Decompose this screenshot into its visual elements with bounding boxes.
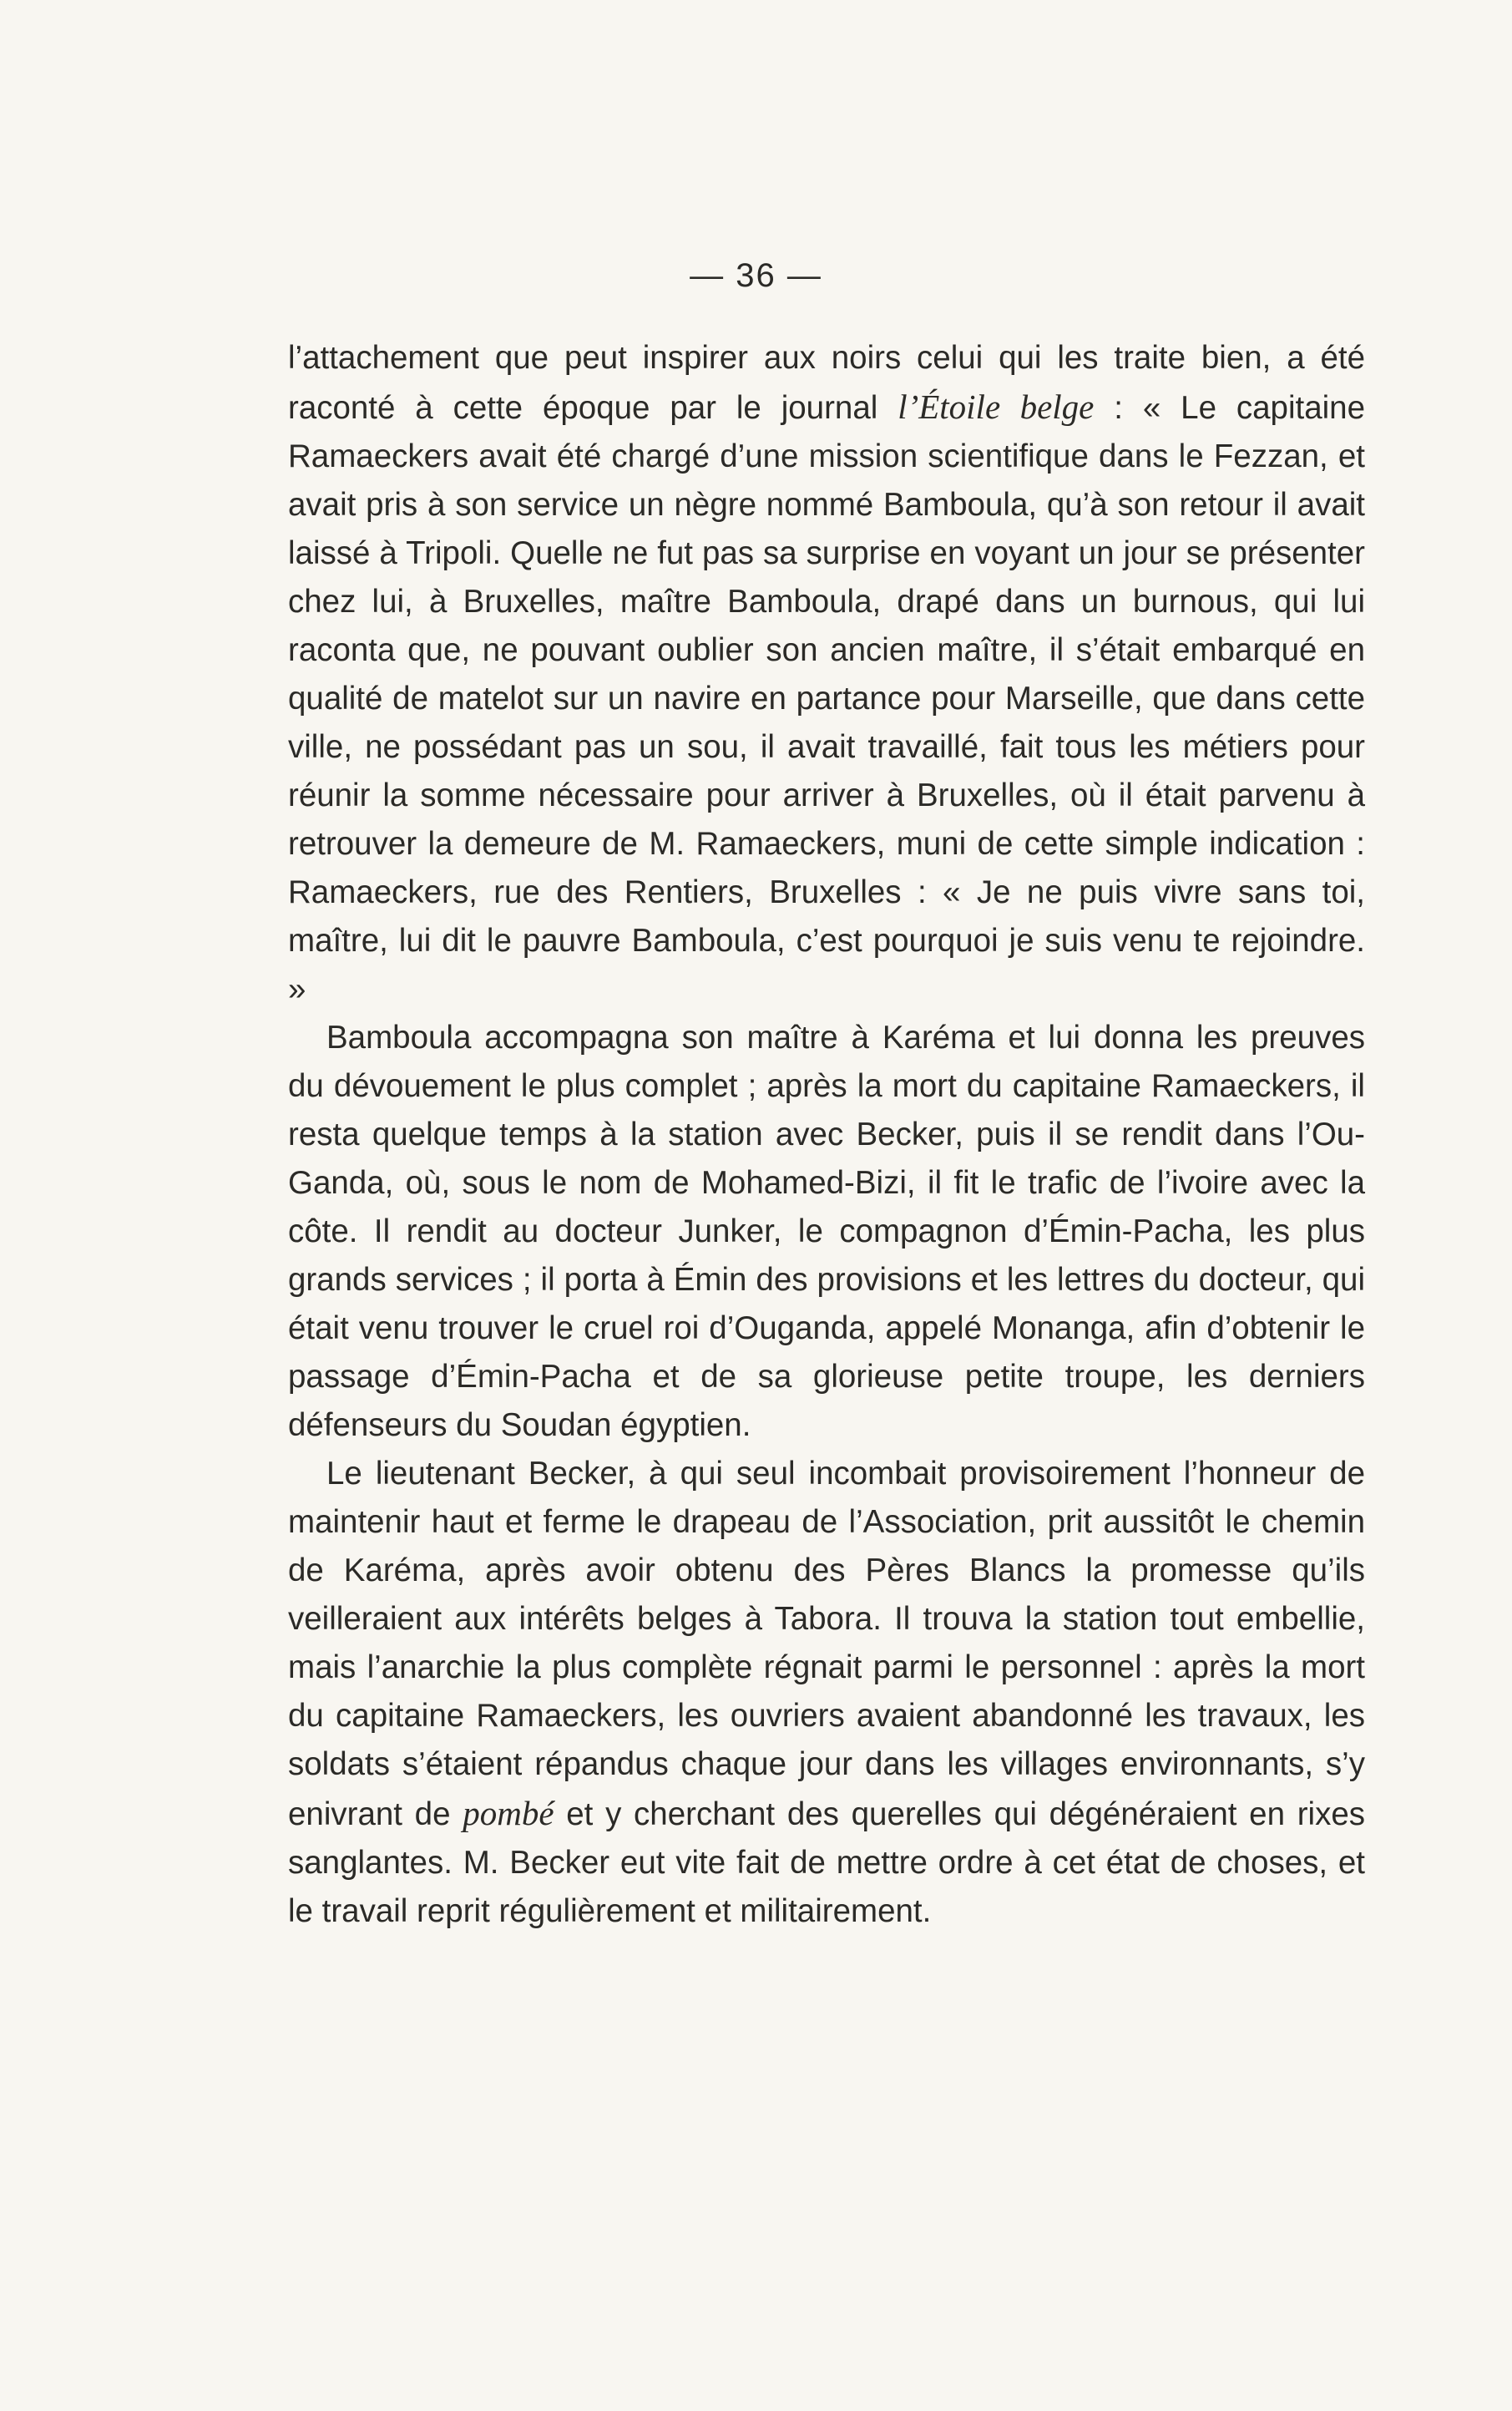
paragraph-1-text-end: : « Le capitaine Ramaeckers avait été chargé d’une mission scientifique dans le Fezzan, et avait pris à son service un nègre nommé Bamboula, qu’à son retour il avait laissé à Tripoli. Quelle ne fut pas sa surprise en voyant un jour se présenter chez lui, à Bruxelles, maître Bamboula, drapé dans un burnous, qui lui raconta que, ne pouvant oublier son ancien maître, il s’était embarqué en qualité de matelot sur un navire en partance pour Marseille, que dans cette ville, ne possédant pas un sou, il avait travaillé, fait tous les métiers pour réunir la somme nécessaire pour arriver à Bruxelles, où il était parvenu à retrouver la demeure de M. Ramaeckers, muni de cette simple indication : Ramaeckers, rue des Rentiers, Bruxelles : « Je ne puis vivre sans toi, maître, lui dit le pauvre Bamboula, c’est pourquoi je suis venu te rejoindre. » (288, 390, 1365, 1007)
paragraph-1-text-start: l’attachement que peut inspirer aux noirs celui qui les traite bien, a été raconté à cette époque par le journal (288, 340, 1365, 426)
newspaper-title: l’Étoile belge (898, 387, 1095, 426)
page-number: — 36 — (690, 257, 822, 294)
body-text (288, 334, 1365, 1936)
paragraph-2: Bamboula accompagna son maître à Karéma et lui donna les preuves du dévouement le plus complet ; après la mort du capitaine Ramaeckers, il resta quelque temps à la station avec Becker, puis il se rendit dans l’Ou-Ganda, où, sous le nom de Mohamed-Bizi, il fit le trafic de l’ivoire avec la côte. Il rendit au docteur Junker, le compagnon d’Émin-Pacha, les plus grands services ; il porta à Émin des provisions et les lettres du docteur, qui était venu trouver le cruel roi d’Ouganda, appelé Monanga, afin d’obtenir le passage d’Émin-Pacha et de sa glorieuse petite troupe, les derniers défenseurs du Soudan égyptien. (288, 1020, 1365, 1443)
italic-word-pombe: pombé (463, 1794, 554, 1832)
paragraph-3-text-start: Le lieutenant Becker, à qui seul incombait provisoirement l’honneur de maintenir haut et ferme le drapeau de l’Association, prit aussitôt le chemin de Karéma, après avoir obtenu des Pères Blancs la promesse qu’ils veilleraient aux intérêts belges à Tabora. Il trouva la station tout embellie, mais l’anarchie la plus complète régnait parmi le personnel : après la mort du capitaine Ramaeckers, les ouvriers avaient abandonné les travaux, les soldats s’étaient répandus chaque jour dans les villages environnants, s’y enivrant de (288, 1456, 1365, 1832)
paragraph-3-text-end: et y cherchant des querelles qui dégénéraient en rixes sanglantes. M. Becker eut vite fait de mettre ordre à cet état de choses, et le travail reprit régulièrement et militairement. (288, 1796, 1366, 1929)
paragraph-1 (288, 334, 1365, 1014)
paragraph-3 (288, 1450, 1365, 1936)
